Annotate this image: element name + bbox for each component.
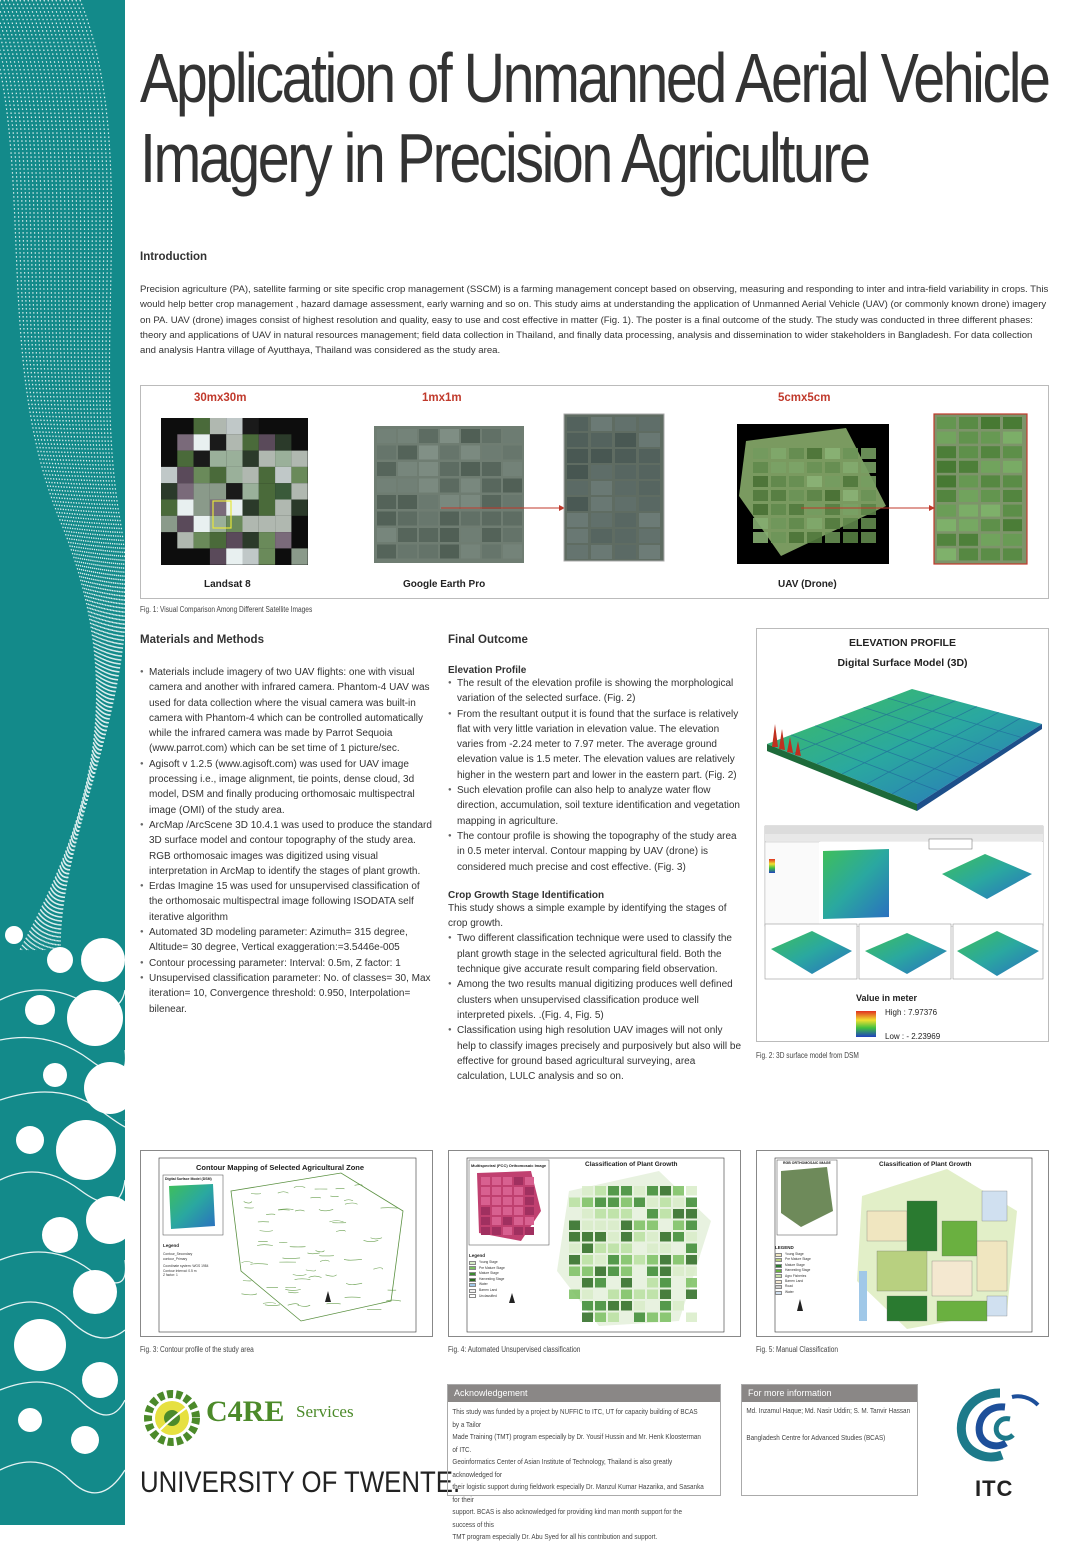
decorative-sidebar <box>0 0 125 1525</box>
legend-item: Harvesting Stage <box>775 1268 811 1273</box>
acknowledgement-line: Geoinformatics Center of Asian Institute of Technology, Thailand is also greatly acknowledged for <box>452 1457 673 1479</box>
fig1-images <box>141 386 1050 600</box>
fig1-source-uav: UAV (Drone) <box>778 579 837 590</box>
fig2-subtitle: Digital Surface Model (3D) <box>837 657 968 669</box>
landsat-image <box>161 418 308 565</box>
more-information-box <box>741 1384 918 1496</box>
legend-item: Agro Fisheries <box>775 1274 811 1279</box>
fig1-caption: Fig. 1: Visual Comparison Among Different Satellite Images <box>140 605 313 614</box>
fig2-legend-ramp <box>856 1011 876 1037</box>
materials-item: ● Materials include imagery of two UAV flights: one with visual camera and another with infrared camera. Phantom-4 UAV was used for data collection where the visual camera was built-in camera with Phantom-4 which can be controlled automatically while the infrared camera was made by Parrot Sequoia (www.parrot.com) which can be set time of 1 picture/sec. <box>140 665 434 757</box>
elevation-item: ● The contour profile is showing the topography of the study area in 0.5 meter interval. Contour mapping by UAV (drone) is considered much precise and cost effective. (Fig. 3) <box>448 829 742 875</box>
elevation-item: ● From the resultant output it is found that the surface is relatively flat with very little variation in elevation value. The elevation varies from -2.24 meter to 7.97 meter. The average ground elevation value is 1.5 meter. The elevation values are relatively higher in the western part and lower in the eastern part. (Fig. 2) <box>448 707 742 783</box>
itc-logo-icon <box>950 1385 1050 1465</box>
legend-item: Water <box>469 1282 505 1288</box>
elevation-profile-heading: Elevation Profile <box>448 665 527 676</box>
elevation-list <box>448 676 742 875</box>
fig2-caption: Fig. 2: 3D surface model from DSM <box>756 1051 859 1060</box>
acknowledgement-heading: Acknowledgement <box>448 1385 720 1402</box>
organization: Bangladesh Centre for Advanced Studies (BCAS) <box>746 1433 886 1442</box>
fig3-legend-item: Contour_Secondary <box>163 1252 193 1256</box>
fig3-note: Coordinate system: WGS 1984 <box>163 1264 209 1269</box>
acknowledgement-line: their logistic support during fieldwork especially Dr. Manzul Kumar Hazarika, and Sasanka for their <box>452 1482 704 1504</box>
fig1-resolution-30m: 30mx30m <box>194 392 247 404</box>
fig3-legend-heading: Legend <box>163 1243 180 1248</box>
fig3-contour-map <box>140 1150 433 1337</box>
fig5-inset-title: RGB ORTHOMOSAIC IMAGE <box>783 1161 831 1165</box>
fig2-graphics <box>757 629 1050 1043</box>
fig5-manual-classification <box>756 1150 1049 1337</box>
materials-item: ● Unsupervised classification parameter: No. of classes= 30, Max iteration= 10, Convergence threshold: 0.950, Interpolation= bilenear. <box>140 971 434 1017</box>
crop-growth-item: ● Two different classification technique were used to classify the plant growth stage in the selected agricultural field. Both the technique give accurate result comparing field observation. <box>448 931 742 977</box>
title-line-2: Imagery in Precision Agriculture <box>140 119 869 197</box>
fig3-note: Contour Interval: 0.5 m <box>163 1268 197 1273</box>
c4re-logo-text: C4RE <box>206 1395 285 1428</box>
acknowledgement-line: Made Training (TMT) program especially by Dr. Yousif Hussin and Mr. Henk Kloosterman of ITC. <box>452 1432 701 1454</box>
university-of-twente-logo: UNIVERSITY OF TWENTE. <box>140 1466 461 1499</box>
fig4-legend <box>469 1260 505 1299</box>
legend-item: Barren Land <box>469 1288 505 1294</box>
fig3-note: Z factor: 1 <box>163 1273 178 1278</box>
legend-item: Pre Mature Stage <box>469 1266 505 1272</box>
legend-item: Pre Mature Stage <box>775 1257 811 1262</box>
introduction-heading: Introduction <box>140 251 208 263</box>
acknowledgement-line: This study was funded by a project by NUFFIC to ITC, UT for capacity building of BCAS by a Tailor <box>452 1407 698 1429</box>
legend-item: Young Stage <box>469 1260 505 1266</box>
outcome-heading: Final Outcome <box>448 634 528 646</box>
crop-growth-item: ● Classification using high resolution UAV images will not only help to classify images precisely and purposively but also will be effective for ground based agricultural surveying, area calculation, LULC analysis and so on. <box>448 1023 742 1084</box>
fig3-caption: Fig. 3: Contour profile of the study area <box>140 1345 254 1354</box>
c4re-gear-icon <box>142 1388 202 1448</box>
fig3-title: Contour Mapping of Selected Agricultural Zone <box>196 1163 365 1172</box>
title-line-1: Application of Unmanned Aerial Vehicle <box>140 39 1049 117</box>
fig4-caption: Fig. 4: Automated Unsupervised classification <box>448 1345 581 1354</box>
authors: Md. Inzamul Haque; Md. Nasir Uddin; S. M. Tanvir Hassan <box>746 1406 911 1415</box>
fig5-title: Classification of Plant Growth <box>879 1161 972 1168</box>
acknowledgement-line: support. BCAS is also acknowledged for providing kind man month support for the success of this <box>452 1507 682 1529</box>
legend-item: Barren Land <box>775 1279 811 1284</box>
fig2-legend-high: High : 7.97376 <box>885 1008 938 1017</box>
materials-heading: Materials and Methods <box>140 634 264 646</box>
legend-item: Mature Stage <box>469 1271 505 1277</box>
more-information-heading: For more information <box>742 1385 917 1402</box>
materials-list <box>140 665 434 1017</box>
itc-logo-text: ITC <box>975 1476 1014 1501</box>
uav-image <box>737 414 1027 564</box>
acknowledgement-line: TMT program especially Dr. Abu Syed for all his contribution and support. <box>452 1532 658 1541</box>
fig5-legend <box>775 1252 811 1295</box>
materials-item: ● Automated 3D modeling parameter: Azimuth= 315 degree, Altitude= 30 degree, Vertical exaggeration:=3.5446e-005 <box>140 925 434 956</box>
crop-growth-heading: Crop Growth Stage Identification <box>448 889 605 901</box>
fig1-source-landsat: Landsat 8 <box>204 579 251 590</box>
fig5-legend-heading: LEGEND <box>775 1245 794 1250</box>
legend-item: Young Stage <box>775 1252 811 1257</box>
more-information-text <box>742 1402 916 1446</box>
acknowledgement-box <box>447 1384 721 1541</box>
fig2-legend-title: Value in meter <box>856 993 918 1003</box>
legend-item: Harvesting Stage <box>469 1277 505 1283</box>
legend-item: Water <box>775 1290 811 1295</box>
legend-item: Unclassified <box>469 1294 505 1300</box>
fig4-unsupervised-classification <box>448 1150 741 1337</box>
fig3-legend-item: contour_Primary <box>163 1256 188 1261</box>
fig4-inset-title: Multispectral (FCC) Orthomosaic Image <box>471 1163 547 1168</box>
elevation-item: ● Such elevation profile can also help to analyze water flow direction, accumulation, soil texture identification and vegetation mapping in agriculture. <box>448 783 742 829</box>
google-earth-image <box>374 414 664 563</box>
materials-item: ● Contour processing parameter: Interval: 0.5m, Z factor: 1 <box>140 956 434 971</box>
fig4-title: Classification of Plant Growth <box>585 1161 678 1168</box>
crop-growth-list <box>448 931 742 1084</box>
fig1-satellite-comparison <box>140 385 1049 599</box>
legend-item: Mature Stage <box>775 1263 811 1268</box>
crop-growth-item: ● Among the two results manual digitizing produces well defined clusters when unsupervised classification produce well interpreted pixels. .(Fig. 4, Fig. 5) <box>448 977 742 1023</box>
materials-item: ● Erdas Imagine 15 was used for unsupervised classification of the orthomosaic multispectral image following ISODATA self iterative algorithm <box>140 879 434 925</box>
elevation-item: ● The result of the elevation profile is showing the morphological variation of the selected surface. (Fig. 2) <box>448 676 742 707</box>
outcome-column <box>448 665 742 1084</box>
fig2-legend-low: Low : - 2.23969 <box>885 1032 941 1041</box>
sidebar-wave-pattern <box>0 0 125 1525</box>
materials-item: ● Agisoft v 1.2.5 (www.agisoft.com) was used for UAV image processing i.e., image alignment, tie points, dense cloud, 3d model, DSM and finally producing orthomosaic multispectral image (OMI) of the study area. <box>140 757 434 818</box>
fig3-legend <box>163 1252 208 1278</box>
fig2-title: ELEVATION PROFILE <box>849 637 956 649</box>
fig5-caption: Fig. 5: Manual Classification <box>756 1345 839 1354</box>
fig1-source-google-earth: Google Earth Pro <box>403 579 486 590</box>
poster-title <box>140 38 1049 198</box>
materials-item: ● ArcMap /ArcScene 3D 10.4.1 was used to produce the standard 3D surface model and contour topography of the study area. RGB orthomosaic images was digitized using visual interpretation in ArcMap to identify the stages of plant growth. <box>140 818 434 879</box>
legend-item: Road <box>775 1284 811 1289</box>
c4re-services-text: Services <box>296 1402 354 1421</box>
fig1-resolution-5cm: 5cmx5cm <box>778 392 831 404</box>
fig3-inset-title: Digital Surface Model (DSM) <box>165 1177 212 1181</box>
fig4-legend-heading: Legend <box>469 1253 486 1258</box>
fig2-elevation-profile <box>756 628 1049 1042</box>
fig1-resolution-1m: 1mx1m <box>422 392 462 404</box>
acknowledgement-text <box>448 1402 710 1548</box>
introduction-text: Precision agriculture (PA), satellite farming or site specific crop management (SSCM) is a farming management concept based on observing, measuring and responding to inter and intra-field variability in crops. This would help better crop management , hazard damage assessment, early warning and so on. This study aims at understanding the application of Unmanned Aerial Vehicle (UAV) (or commonly known drone) imagery on PA. UAV (drone) images consist of highest resolution and quality, easy to use and cost effective in matter (Fig. 1). The poster is a final outcome of the study. The study was conducted in three different phases: theory and applications of UAV in natural resources management; field data collection in Thailand, and finally data processing, analysis and dissemination to wider stakeholders in Bangladesh. For data collection and analysis Hantra village of Ayutthaya, Thailand was considered as the study area. <box>140 284 1049 357</box>
crop-growth-intro: This study shows a simple example by identifying the stages of crop growth. <box>448 902 727 930</box>
